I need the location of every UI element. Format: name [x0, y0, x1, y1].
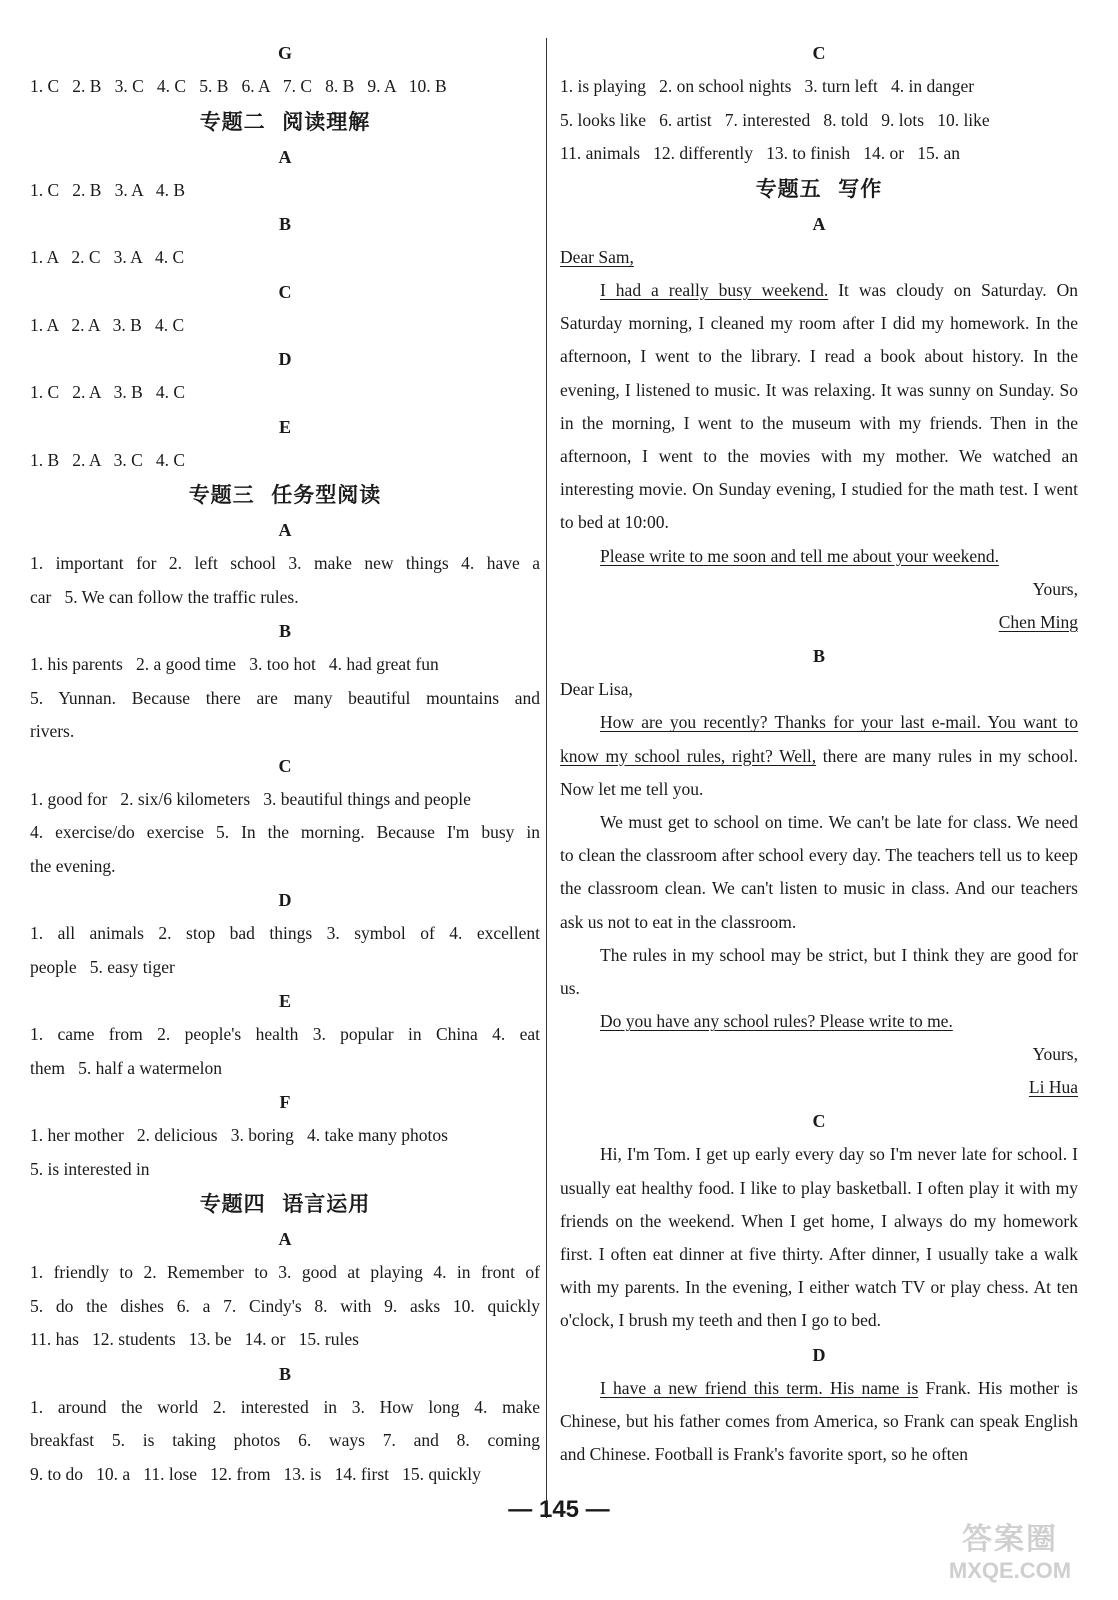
underlined-sentence: I have a new friend this term. His name is: [600, 1377, 919, 1398]
page-number: — 145 —: [508, 1496, 610, 1523]
topic-title: 专题三 任务型阅读: [188, 483, 382, 507]
letter-paragraph: The rules in my school may be strict, but I think they are good for us.: [560, 944, 1078, 998]
section-head: E: [278, 416, 291, 437]
paragraph-text: there are many rules in my school. Now let me tell you.: [560, 745, 1078, 799]
section-head: A: [278, 1229, 292, 1249]
signature-text: Chen Ming: [998, 611, 1078, 632]
section-head: C: [278, 755, 292, 776]
section-head: A: [278, 146, 292, 167]
answer-line: 1. A 2. A 3. B 4. C: [30, 314, 185, 335]
underlined-sentence: Please write to me soon and tell me about your weekend.: [600, 545, 999, 566]
answer-line: 1. C 2. B 3. A 4. B: [30, 179, 186, 200]
letter-greeting: Dear Sam,: [560, 246, 634, 267]
topic-title: 专题五 写作: [755, 176, 883, 201]
answer-line: 11. has 12. students 13. be 14. or 15. rules: [30, 1329, 359, 1349]
watermark-url: MXQE.COM: [948, 1558, 1072, 1583]
section-head: D: [278, 890, 292, 910]
answer-line: 1. all animals 2. stop bad things 3. symbol of 4. excellent: [30, 923, 540, 943]
topic-title: 专题二 阅读理解: [199, 109, 371, 134]
answer-line: 5. Yunnan. Because there are many beautiful mountains and: [30, 687, 540, 708]
signature-text: Li Hua: [1028, 1077, 1078, 1098]
topic-title: 专题四 语言运用: [199, 1192, 371, 1216]
answer-line: 1. friendly to 2. Remember to 3. good at playing 4. in front of: [30, 1262, 540, 1282]
section-head: D: [278, 349, 292, 369]
answer-line: 1. came from 2. people's health 3. popular in China 4. eat: [30, 1024, 540, 1044]
column-divider: [546, 38, 547, 1518]
answer-line: 5. is interested in: [30, 1158, 150, 1179]
answer-line: 5. do the dishes 6. a 7. Cindy's 8. with 9. asks 10. quickly: [30, 1295, 540, 1316]
section-head: C: [812, 1111, 826, 1132]
section-head: B: [278, 214, 291, 234]
letter-closing: Yours,: [1032, 1044, 1078, 1065]
answer-line: 1. C 2. A 3. B 4. C: [30, 382, 186, 402]
paragraph-text: It was cloudy on Saturday. On Saturday morning, I cleaned my room after I did my homework. In the afternoon, I went to the library. I read a book about history. In the evening, I listened to music. It was relaxing. It was sunny on Sunday. So in the morning, I went to the museum with my friends. Then in the afternoon, I went to the movies with my mother. We watched an interesting movie. On Sunday evening, I studied for the math test. I went to bed at 10:00.: [560, 280, 1078, 533]
letter-paragraph: We must get to school on time. We can't be late for class. We need to clean the classroom after school every day. The teachers tell us to keep the classroom clean. We can't listen to music in class. And our teachers ask us not to eat in the classroom.: [560, 811, 1078, 932]
section-head: A: [812, 213, 826, 234]
answer-line: 1. is playing 2. on school nights 3. turn left 4. in danger: [560, 76, 975, 96]
answer-line: rivers.: [30, 721, 75, 741]
letter-paragraph: [560, 540, 1078, 573]
answer-line: car 5. We can follow the traffic rules.: [30, 586, 299, 607]
answer-line: breakfast 5. is taking photos 6. ways 7. and 8. coming: [30, 1430, 540, 1450]
answer-line: 1. her mother 2. delicious 3. boring 4. take many photos: [30, 1125, 448, 1145]
answer-line: 1. around the world 2. interested in 3. How long 4. make: [30, 1396, 540, 1417]
letter-paragraph: [560, 274, 1078, 540]
paragraph-text: Frank. His mother is Chinese, but his father comes from America, so Frank can speak English and Chinese. Football is Frank's favorite sport, so he often: [560, 1377, 1078, 1464]
letter-signature: [560, 606, 1078, 639]
section-head: F: [279, 1092, 291, 1112]
section-head: B: [812, 645, 825, 666]
letter-greeting: Dear Lisa,: [560, 678, 633, 699]
answer-line: the evening.: [30, 855, 116, 876]
letter-paragraph: [560, 1005, 1078, 1038]
section-head: B: [278, 1363, 291, 1384]
right-column: [560, 36, 1078, 1472]
answer-line: people 5. easy tiger: [30, 956, 175, 977]
section-head: C: [812, 43, 826, 63]
section-head: G: [277, 43, 292, 63]
underlined-sentence: Do you have any school rules? Please write to me.: [600, 1011, 953, 1032]
letter-closing: Yours,: [1032, 578, 1078, 599]
section-head: A: [278, 520, 292, 540]
letter-signature: [560, 1071, 1078, 1104]
section-head: D: [812, 1344, 826, 1365]
essay-paragraph: Hi, I'm Tom. I get up early every day so I'm never late for school. I usually eat healthy food. I like to play basketball. I often play it with my friends on the weekend. When I get home, I always do my homework first. I often eat dinner at five thirty. After dinner, I usually take a walk with my parents. In the evening, I either watch TV or play chess. At ten o'clock, I brush my teeth and then I go to bed.: [560, 1144, 1078, 1331]
section-head: E: [278, 991, 291, 1011]
watermark-logo: [940, 1522, 1080, 1586]
answer-line: 1. A 2. C 3. A 4. C: [30, 247, 185, 267]
section-head: C: [278, 281, 292, 302]
left-column: [30, 36, 540, 1491]
letter-paragraph: [560, 706, 1078, 806]
answer-line: 4. exercise/do exercise 5. In the morning. Because I'm busy in: [30, 822, 540, 842]
underlined-sentence: I had a really busy weekend.: [600, 280, 829, 300]
answer-line: 1. his parents 2. a good time 3. too hot 4. had great fun: [30, 654, 439, 674]
answer-line: 1. good for 2. six/6 kilometers 3. beautiful things and people: [30, 788, 471, 809]
answer-line: 11. animals 12. differently 13. to finish 14. or 15. an: [560, 143, 961, 163]
section-head: B: [278, 621, 291, 641]
answer-line: 1. important for 2. left school 3. make new things 4. have a: [30, 553, 540, 573]
essay-paragraph: [560, 1372, 1078, 1472]
answer-line: them 5. half a watermelon: [30, 1057, 222, 1078]
answer-line: 9. to do 10. a 11. lose 12. from 13. is 14. first 15. quickly: [30, 1463, 481, 1484]
answer-line: 1. B 2. A 3. C 4. C: [30, 449, 186, 470]
underlined-sentence: How are you recently? Thanks for your last e-mail. You want to know my school rules, right? Well,: [560, 712, 1078, 766]
answer-line: 5. looks like 6. artist 7. interested 8. told 9. lots 10. like: [560, 109, 990, 130]
answer-line: 1. C 2. B 3. C 4. C 5. B 6. A 7. C 8. B 9. A 10. B: [30, 76, 447, 96]
watermark-text: 答案圈: [962, 1523, 1058, 1556]
